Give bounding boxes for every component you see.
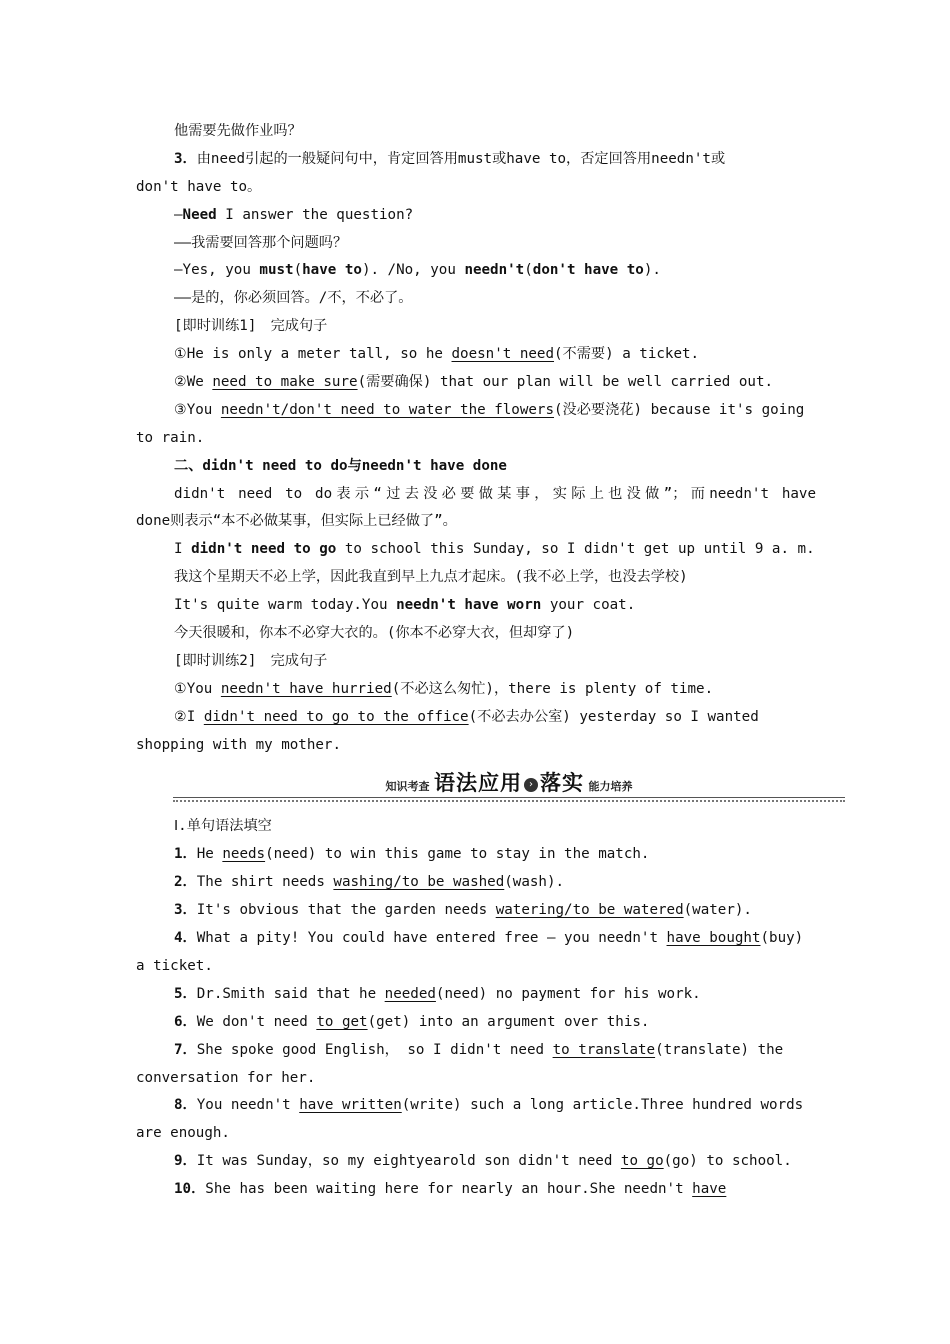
item-number: 4． (174, 930, 197, 947)
item-number: 1． (174, 846, 197, 863)
exercise-item (136, 841, 816, 869)
text-span: Dr.Smith said that he (196, 985, 385, 1002)
drill-item (136, 704, 816, 732)
answer-blank: have written (299, 1097, 402, 1114)
text-span: (get) into an argument over this. (367, 1013, 650, 1030)
answer-blank: doesn't need (451, 346, 555, 363)
drill-title: [即时训练1] 完成句子 (174, 318, 328, 335)
text-span: (buy) (760, 930, 804, 947)
item-number: 6． (174, 1013, 197, 1030)
exercise-item (136, 1009, 816, 1037)
text-span: to school this Sunday, so I didn't get up until 9 a. m. (336, 541, 815, 558)
bold-word: needn't (464, 262, 525, 279)
text-span: (没必要浇花) because it's going (554, 401, 805, 418)
text-span: She has been waiting here for nearly an hour.She needn't (205, 1181, 693, 1198)
exercise-item (136, 981, 816, 1009)
example-translation: ——我需要回答那个问题吗？ (174, 234, 348, 251)
item-number: 7． (174, 1041, 197, 1058)
exercise-item (136, 1176, 816, 1204)
bold-word: must (259, 262, 294, 279)
banner-title (173, 767, 845, 797)
bold-word: needn't have worn (396, 597, 542, 614)
answer-blank: have bought (666, 930, 761, 947)
text-line: a ticket. (136, 957, 213, 974)
text-span: ). /No, you (361, 262, 465, 279)
example-answer (136, 257, 816, 285)
text-span: your coat. (541, 597, 636, 614)
text-span: (需要确保) that our plan will be well carried out. (357, 374, 774, 391)
example-question (136, 202, 816, 230)
text-line: are enough. (136, 1125, 230, 1142)
banner-right-label: 能力培养 (588, 780, 633, 794)
text-span: 由need引起的一般疑问句中，肯定回答用must或have to，否定回答用needn't或 (196, 150, 726, 167)
answer-blank: needed (384, 985, 436, 1002)
bold-word: have to (302, 262, 362, 279)
text-line: done则表示“本不必做某事，但实际上已经做了”。 (136, 513, 457, 530)
exercise-title: Ⅰ.单句语法填空 (174, 818, 272, 835)
exercise-item (136, 1037, 816, 1065)
text-span: He (196, 846, 223, 863)
section-banner (173, 759, 845, 813)
exercise-item (136, 1092, 816, 1120)
text-span: (need) to win this game to stay in the match. (265, 846, 650, 863)
item-number: 5． (174, 985, 197, 1002)
text-span: ( (524, 262, 533, 279)
drill-title: [即时训练2] 完成句子 (174, 652, 328, 669)
banner-left-label: 知识考查 (385, 780, 430, 794)
text-span: What a pity! You could have entered free — you needn't (196, 930, 667, 947)
text-line: 他需要先做作业吗？ (174, 123, 302, 139)
banner-dotted-rule (173, 800, 845, 802)
text-span: It's obvious that the garden needs (196, 902, 496, 919)
answer-blank: washing/to be washed (333, 874, 505, 891)
document-page (136, 118, 816, 1204)
answer-blank: to translate (552, 1041, 656, 1058)
text-span: ①You (174, 680, 221, 697)
exercise-item (136, 925, 816, 953)
text-span: (need) no payment for his work. (435, 985, 701, 1002)
text-span: She spoke good English， so I didn't need (196, 1041, 553, 1058)
text-span: ②I (174, 708, 204, 725)
example-sentence (136, 592, 816, 620)
text-span: (go) to school. (663, 1153, 792, 1170)
bold-word: didn't need to go (191, 541, 337, 558)
drill-item (136, 397, 816, 425)
item-number: 9． (174, 1153, 197, 1170)
item-number: 3． (174, 150, 197, 167)
text-line: shopping with my mother. (136, 736, 341, 753)
item-number: 10． (174, 1181, 206, 1198)
answer-blank: watering/to be watered (495, 902, 684, 919)
chevron-right-icon: › (524, 778, 538, 792)
text-span: ③You (174, 401, 221, 418)
bold-word: don't have to (532, 262, 644, 279)
drill-item (136, 369, 816, 397)
example-sentence (136, 536, 816, 564)
answer-blank: needs (222, 846, 266, 863)
example-translation: 今天很暖和，你本不必穿大衣的。(你本不必穿大衣，但却穿了) (174, 625, 575, 642)
text-span: (write) such a long article.Three hundred words (401, 1097, 804, 1114)
example-translation: 我这个星期天不必上学，因此我直到早上九点才起床。(我不必上学，也没去学校) (174, 569, 688, 586)
banner-title-part1: 语法应用 (434, 771, 522, 796)
exercise-item (136, 869, 816, 897)
answer-blank: to go (620, 1153, 664, 1170)
text-span: (不必去办公室) yesterday so I wanted (468, 708, 759, 725)
item-number: 3． (174, 902, 197, 919)
answer-blank: needn't have hurried (220, 680, 392, 697)
text-line: don't have to。 (136, 178, 262, 195)
banner-title-part2: 落实 (540, 771, 584, 796)
text-span: ). (643, 262, 661, 279)
text-line (136, 146, 816, 174)
text-span: ①He is only a meter tall, so he (174, 346, 452, 363)
text-span: (water). (683, 902, 752, 919)
text-span: (wash). (504, 874, 565, 891)
exercise-item (136, 1148, 816, 1176)
answer-blank: needn't/don't need to water the flowers (220, 401, 555, 418)
answer-blank: need to make sure (212, 374, 358, 391)
text-span: ( (293, 262, 303, 279)
text-span: It's quite warm today.You (174, 597, 397, 614)
drill-item (136, 676, 816, 704)
text-span: (不必这么匆忙)，there is plenty of time. (391, 680, 714, 697)
text-span: —Yes, you (174, 262, 260, 279)
item-number: 8． (174, 1097, 197, 1114)
text-span: (不需要) a ticket. (554, 346, 700, 363)
text-span: It was Sunday，so my eightyearold son didn't need (196, 1153, 621, 1170)
bold-word: Need (182, 206, 217, 223)
text-span: We don't need (196, 1013, 317, 1030)
answer-blank: didn't need to go to the office (203, 708, 469, 725)
item-number: 2． (174, 874, 197, 891)
drill-item (136, 341, 816, 369)
text-line: conversation for her. (136, 1069, 316, 1086)
answer-blank: to get (316, 1013, 368, 1030)
text-span: You needn't (196, 1097, 300, 1114)
text-span: I answer the question? (216, 206, 414, 223)
example-translation: ——是的，你必须回答。/不，不必了。 (174, 290, 413, 307)
section-heading: 二、didn't need to do与needn't have done (174, 457, 507, 474)
dash: — (174, 206, 183, 223)
text-span: I (174, 541, 192, 558)
text-span: The shirt needs (196, 874, 334, 891)
answer-blank: have (692, 1181, 727, 1198)
text-line: didn't need to do表示“过去没必要做某事，实际上也没做”；而needn't have (174, 485, 816, 502)
text-span: ②We (174, 374, 213, 391)
banner-rule (173, 797, 845, 798)
exercise-item (136, 897, 816, 925)
text-line: to rain. (136, 429, 205, 446)
text-span: (translate) the (655, 1041, 784, 1058)
